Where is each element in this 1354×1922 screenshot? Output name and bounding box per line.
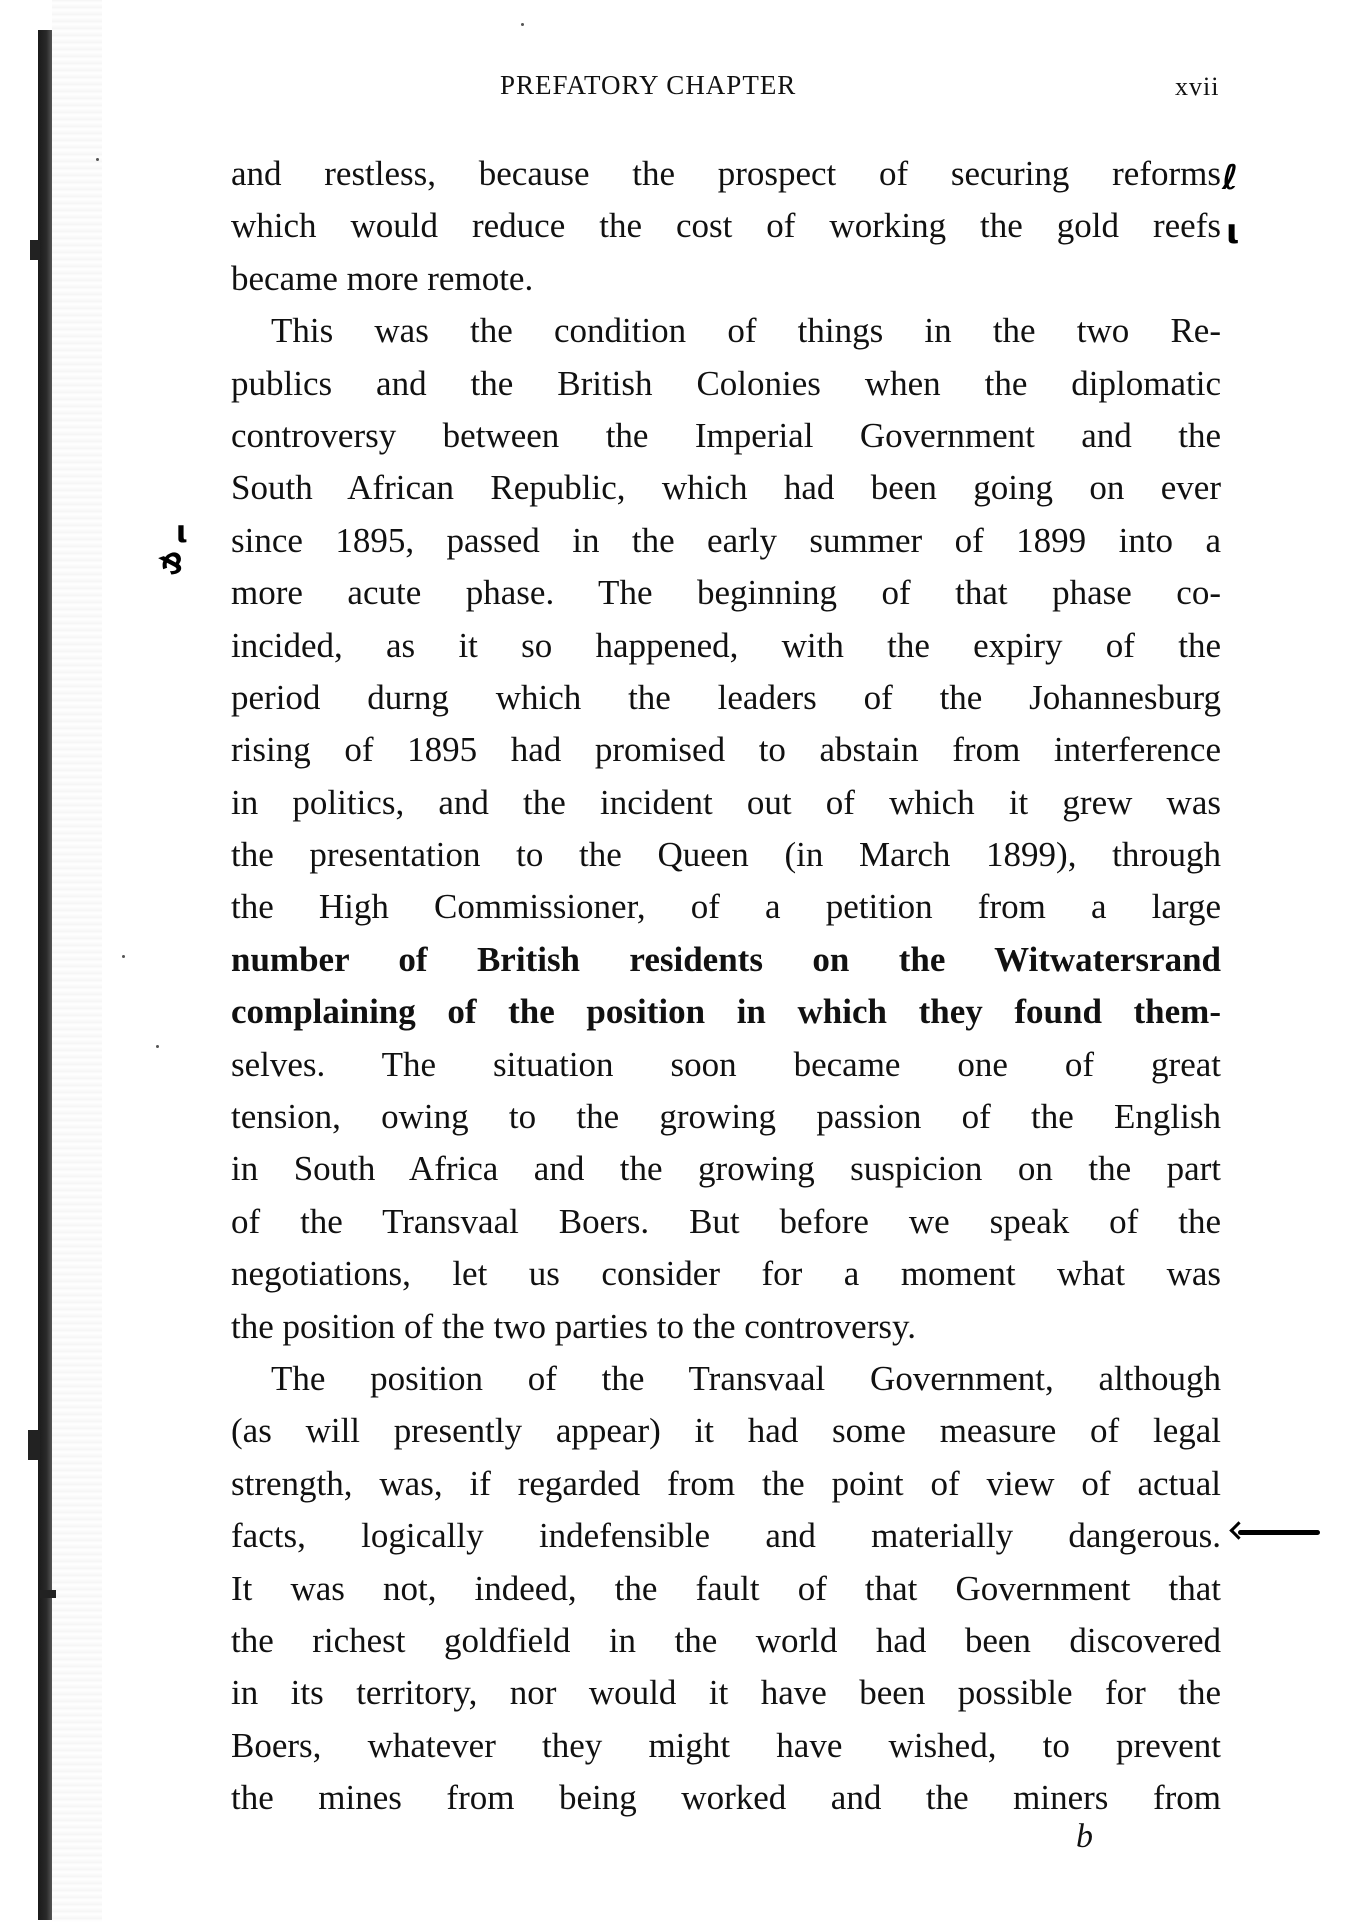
text-line: rising of 1895 had promised to abstain from interference	[231, 730, 1221, 770]
margin-mark-left-lower: ⅋	[155, 544, 190, 585]
text-line: The position of the Transvaal Government, although	[271, 1358, 1221, 1398]
binding-speck	[40, 1590, 56, 1598]
text-line: since 1895, passed in the early summer of 1899 into a	[231, 520, 1221, 560]
text-line: It was not, indeed, the fault of that Government that	[231, 1568, 1221, 1608]
text-line: (as will presently appear) it had some measure of legal	[231, 1411, 1221, 1451]
text-line: facts, logically indefensible and materially dangerous.	[231, 1516, 1221, 1556]
stray-dot	[122, 955, 125, 958]
text-line: complaining of the position in which they found them-	[231, 992, 1221, 1032]
running-head-title: PREFATORY CHAPTER	[500, 70, 797, 100]
text-line: negotiations, let us consider for a moment what was	[231, 1254, 1221, 1294]
text-line: which would reduce the cost of working the gold reefs	[231, 206, 1221, 246]
text-line: strength, was, if regarded from the point of view of actual	[231, 1463, 1221, 1503]
text-line: in politics, and the incident out of which it grew was	[231, 782, 1221, 822]
margin-mark-reforms: ℓ	[1222, 158, 1239, 198]
text-line: in its territory, nor would it have been possible for the	[231, 1673, 1221, 1713]
page-header	[0, 70, 1354, 110]
signature-mark: b	[1076, 1818, 1093, 1855]
margin-dash-mark	[1238, 1530, 1320, 1535]
text-line: in South Africa and the growing suspicion on the part	[231, 1149, 1221, 1189]
text-line: the position of the two parties to the controversy.	[231, 1306, 916, 1346]
binding-speck	[30, 240, 40, 260]
page-binding-edge	[38, 30, 52, 1920]
margin-mark-reefs: ι	[1226, 212, 1240, 252]
text-line: publics and the British Colonies when the diplomatic	[231, 363, 1221, 403]
margin-mark-left: ι	[176, 515, 188, 550]
text-line: and restless, because the prospect of securing reforms	[231, 154, 1221, 193]
text-line: the High Commissioner, of a petition from a large	[231, 887, 1221, 927]
text-line: the mines from being worked and the miners from	[231, 1778, 1221, 1818]
body-text	[231, 148, 1221, 1825]
page-number: xvii	[1175, 72, 1220, 101]
text-line: This was the condition of things in the two Re-	[271, 311, 1221, 351]
text-line: number of British residents on the Witwatersrand	[231, 939, 1221, 979]
text-line: became more remote.	[231, 258, 534, 298]
text-line: Boers, whatever they might have wished, to prevent	[231, 1725, 1221, 1765]
stray-dot	[156, 1045, 159, 1048]
stray-dot	[96, 158, 99, 161]
text-line: of the Transvaal Boers. But before we speak of the	[231, 1201, 1221, 1241]
text-line: controversy between the Imperial Government and the	[231, 415, 1221, 455]
text-line: incided, as it so happened, with the expiry of the	[231, 625, 1221, 665]
text-line: period durng which the leaders of the Johannesburg	[231, 677, 1221, 717]
text-line: South African Republic, which had been going on ever	[231, 468, 1221, 508]
binding-shadow	[52, 0, 102, 1922]
text-line: more acute phase. The beginning of that phase co-	[231, 573, 1221, 613]
binding-speck	[28, 1430, 40, 1460]
text-line: the richest goldfield in the world had been discovered	[231, 1620, 1221, 1660]
text-line: tension, owing to the growing passion of the English	[231, 1097, 1221, 1137]
stray-dot	[521, 23, 524, 26]
text-line: selves. The situation soon became one of great	[231, 1044, 1221, 1084]
text-line: the presentation to the Queen (in March 1899), through	[231, 835, 1221, 875]
